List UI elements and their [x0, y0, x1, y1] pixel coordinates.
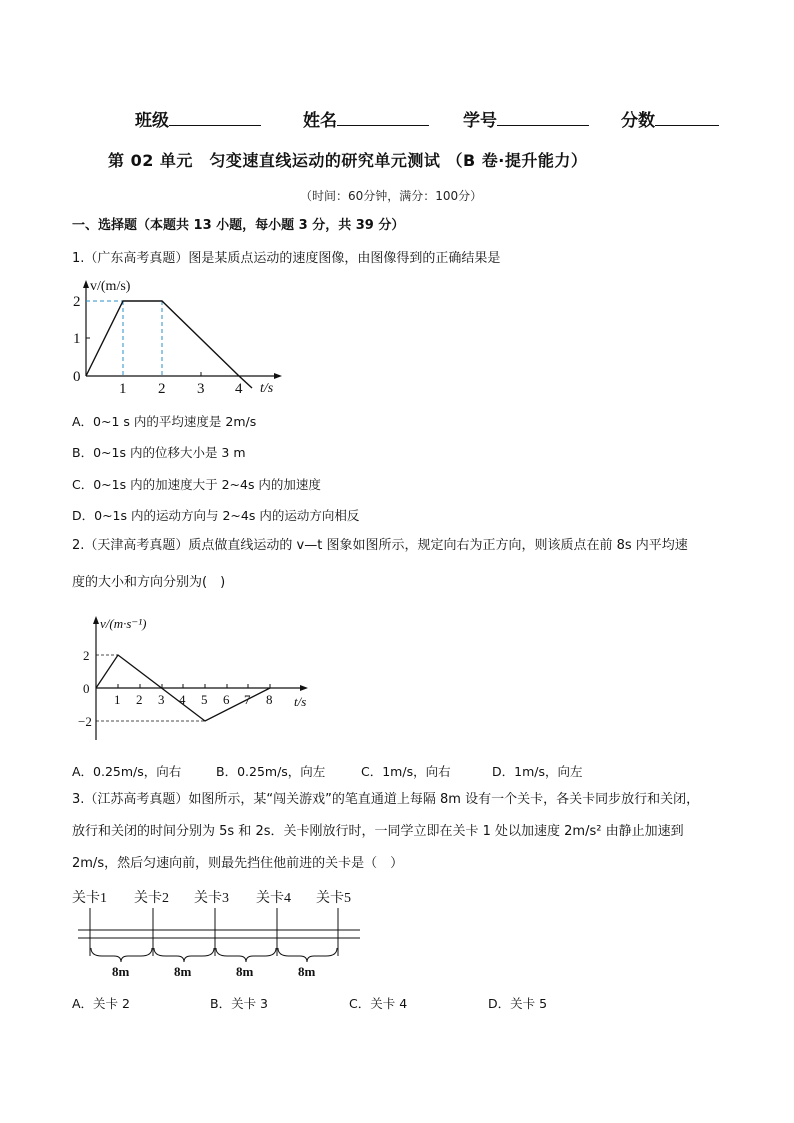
q1-stem: 1.（广东高考真题）图是某质点运动的速度图像，由图像得到的正确结果是: [72, 251, 501, 266]
q2-option-b[interactable]: B．0.25m/s，向左: [216, 764, 326, 779]
q2-xtick-2: 2: [136, 692, 143, 707]
q1-option-c[interactable]: C．0~1s 内的加速度大于 2~4s 内的加速度: [72, 477, 321, 492]
page-title: 第 02 单元 匀变速直线运动的研究单元测试 （B 卷·提升能力）: [108, 151, 588, 170]
brace-3: [216, 948, 276, 962]
q1-x-label: t/s: [260, 381, 274, 396]
q1-y-arrow: [83, 280, 89, 288]
brace-1: [91, 948, 152, 962]
name-label: 姓名: [303, 111, 337, 131]
gate-label-2: 关卡2: [134, 891, 169, 906]
q1-x-arrow: [274, 373, 282, 379]
q1-xtick-4: 4: [235, 381, 243, 397]
q2-option-d[interactable]: D．1m/s，向左: [492, 764, 583, 779]
q2-x-arrow: [300, 685, 308, 691]
q2-xtick-8: 8: [266, 692, 273, 707]
q2-xtick-5: 5: [201, 692, 208, 707]
gate-label-4: 关卡4: [256, 891, 291, 906]
distance-4: 8m: [298, 964, 316, 979]
page-subtitle: （时间：60分钟，满分：100分）: [300, 189, 483, 203]
q1-ytick-0: 0: [73, 369, 81, 385]
q2-xtick-1: 1: [114, 692, 121, 707]
section-heading: 一、选择题（本题共 13 小题，每小题 3 分，共 39 分）: [72, 218, 405, 233]
q2-xtick-3: 3: [158, 692, 165, 707]
q1-xtick-1: 1: [119, 381, 127, 397]
student-id-field[interactable]: [463, 106, 589, 131]
q2-y-label: v/(m·s⁻¹): [100, 616, 147, 631]
q1-xtick-3: 3: [197, 381, 205, 397]
q2-option-a[interactable]: A．0.25m/s，向右: [72, 764, 182, 779]
score-field[interactable]: [621, 106, 719, 131]
q1-y-label: v/(m/s): [90, 279, 131, 294]
distance-3: 8m: [236, 964, 254, 979]
q3-stem-line3: 2m/s，然后匀速向前，则最先挡住他前进的关卡是（ ）: [72, 856, 404, 871]
class-label: 班级: [135, 111, 169, 131]
class-field[interactable]: [135, 106, 261, 131]
q2-ytick-0: 0: [83, 681, 90, 696]
q3-gate-diagram: [70, 884, 370, 980]
name-blank[interactable]: [337, 111, 429, 126]
score-blank[interactable]: [655, 111, 719, 126]
q2-ytick-2: 2: [83, 648, 90, 663]
q2-option-c[interactable]: C．1m/s，向右: [361, 764, 451, 779]
q1-ytick-1: 1: [73, 331, 81, 347]
q1-option-b[interactable]: B．0~1s 内的位移大小是 3 m: [72, 445, 246, 460]
name-field[interactable]: [303, 106, 429, 131]
gate-label-5: 关卡5: [316, 891, 351, 906]
distance-2: 8m: [174, 964, 192, 979]
q1-velocity-line: [86, 301, 252, 388]
q2-stem-line2: 度的大小和方向分别为( ): [72, 575, 226, 590]
gate-label-3: 关卡3: [194, 891, 229, 906]
brace-4: [278, 948, 337, 962]
q2-xtick-6: 6: [223, 692, 230, 707]
q1-xtick-2: 2: [158, 381, 166, 397]
q2-vt-graph: [76, 612, 316, 744]
q1-option-d[interactable]: D．0~1s 内的运动方向与 2~4s 内的运动方向相反: [72, 508, 360, 523]
q1-option-a[interactable]: A．0~1 s 内的平均速度是 2m/s: [72, 414, 257, 429]
q3-option-d[interactable]: D．关卡 5: [488, 996, 548, 1011]
class-blank[interactable]: [169, 111, 261, 126]
brace-2: [154, 948, 214, 962]
q2-x-label: t/s: [294, 694, 307, 709]
gate-label-1: 关卡1: [72, 891, 107, 906]
q3-option-c[interactable]: C．关卡 4: [349, 996, 408, 1011]
q2-ytick-neg2: −2: [78, 714, 92, 729]
q2-stem-line1: 2.（天津高考真题）质点做直线运动的 v—t 图象如图所示，规定向右为正方向，则该质点在前 8s 内平均速: [72, 538, 688, 553]
score-label: 分数: [621, 111, 655, 131]
q3-stem-line2: 放行和关闭的时间分别为 5s 和 2s．关卡刚放行时，一同学立即在关卡 1 处以加速度 2m/s² 由静止加速到: [72, 824, 684, 839]
student-id-label: 学号: [463, 111, 497, 131]
q2-xtick-7: 7: [244, 692, 251, 707]
q1-vt-graph: [64, 276, 294, 398]
q1-ytick-2: 2: [73, 294, 81, 310]
student-id-blank[interactable]: [497, 111, 589, 126]
q3-option-a[interactable]: A．关卡 2: [72, 996, 130, 1011]
distance-1: 8m: [112, 964, 130, 979]
q3-stem-line1: 3.（江苏高考真题）如图所示，某“闯关游戏”的笔直通道上每隔 8m 设有一个关卡，各关卡同步放行和关闭，: [72, 792, 700, 807]
q2-y-arrow: [93, 616, 99, 624]
q3-option-b[interactable]: B．关卡 3: [210, 996, 269, 1011]
q2-xtick-4: 4: [179, 692, 186, 707]
